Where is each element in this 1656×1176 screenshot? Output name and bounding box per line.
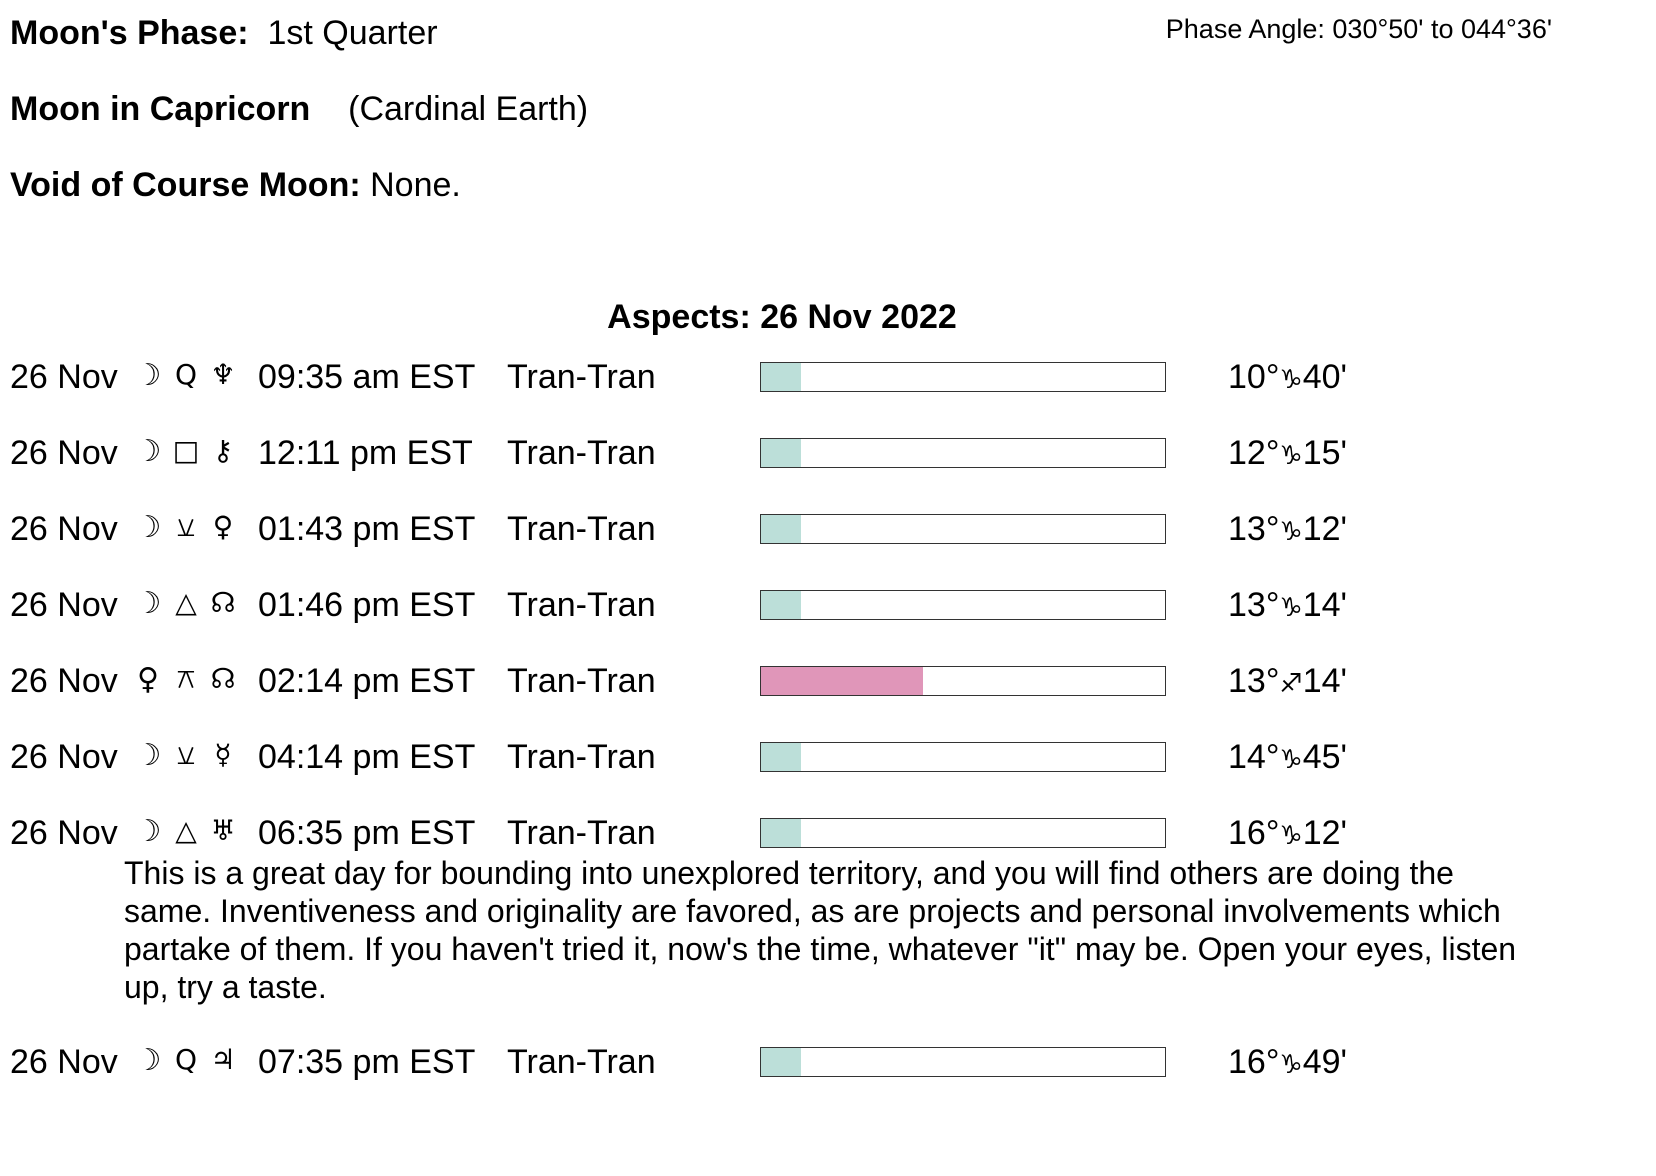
trine-icon: △ [175,814,197,847]
aspect-strength-bar [760,818,1166,848]
aspect-time: 12:11 pm EST [258,434,473,472]
phase-angle: Phase Angle: 030°50' to 044°36' [1165,14,1552,44]
aspect-strength-fill [761,667,923,695]
aspect-position [1228,1043,1347,1082]
north-node-icon: ☊ [210,586,236,619]
mercury-icon: ☿ [214,738,232,771]
aspect-row [0,358,1656,398]
void-of-course-value: None. [370,166,461,204]
aspect-time: 06:35 pm EST [258,814,476,852]
aspect-position [1228,434,1347,473]
capricorn-icon: ♑ [1279,517,1303,547]
moon-icon: ☽ [134,1043,162,1078]
moon-sign-line [10,90,588,129]
aspect-strength-fill [761,743,801,771]
aspect-strength-fill [761,363,801,391]
capricorn-icon: ♑ [1279,1050,1303,1080]
position-minutes: 14' [1302,586,1348,624]
north-node-icon: ☊ [210,662,236,695]
square-icon: □ [172,434,200,467]
chiron-icon: ⚷ [212,434,234,467]
jupiter-icon: ♃ [210,1043,236,1076]
aspect-strength-bar [760,742,1166,772]
aspect-strength-bar [760,438,1166,468]
venus-icon: ♀ [137,662,159,697]
position-degrees: 10° [1228,358,1280,396]
aspect-time: 02:14 pm EST [258,662,476,700]
aspect-time: 01:43 pm EST [258,510,476,548]
moon-icon: ☽ [134,814,162,849]
moon-phase-value: 1st Quarter [267,14,438,52]
position-degrees: 13° [1228,586,1280,624]
aspect-date: 26 Nov [10,1043,118,1081]
aspect-date: 26 Nov [10,510,118,548]
aspect-type: Tran-Tran [507,434,656,472]
position-minutes: 40' [1302,358,1348,396]
void-of-course-label: Void of Course Moon: [10,166,361,204]
moon-phase-line [10,14,438,53]
aspect-strength-bar [760,362,1166,392]
semisextile-icon: ⚺ [176,738,196,771]
moon-sign-label: Moon in Capricorn [10,90,311,128]
aspect-date: 26 Nov [10,662,118,700]
aspect-position [1228,358,1347,397]
capricorn-icon: ♑ [1279,745,1303,775]
moon-icon: ☽ [134,358,162,393]
position-minutes: 14' [1302,662,1348,700]
aspect-type: Tran-Tran [507,510,656,548]
position-minutes: 49' [1302,1043,1348,1081]
capricorn-icon: ♑ [1279,365,1303,395]
position-degrees: 16° [1228,1043,1280,1081]
aspect-row [0,434,1656,474]
moon-icon: ☽ [134,510,162,545]
aspect-type: Tran-Tran [507,586,656,624]
position-degrees: 13° [1228,510,1280,548]
aspect-position [1228,662,1347,701]
venus-icon: ♀ [212,510,234,543]
aspect-date: 26 Nov [10,738,118,776]
position-minutes: 15' [1302,434,1348,472]
aspect-strength-fill [761,439,801,467]
aspect-interpretation: This is a great day for bounding into unexplored territory, and you will find others are doing the same. Inventiveness and originality are favored, as are projects and personal involvements which partake of them. If you haven't tried it, now's the time, whatever "it" may be. Open your eyes, listen up, try a taste. [124,855,1517,1005]
position-minutes: 12' [1302,510,1348,548]
aspect-strength-bar [760,590,1166,620]
quincunx-icon: ⚻ [176,662,196,695]
aspect-row [0,510,1656,550]
position-degrees: 16° [1228,814,1280,852]
aspect-date: 26 Nov [10,586,118,624]
aspect-strength-bar [760,514,1166,544]
aspect-type: Tran-Tran [507,814,656,852]
aspect-type: Tran-Tran [507,738,656,776]
aspects-heading: Aspects: 26 Nov 2022 [607,298,957,336]
aspect-strength-fill [761,515,801,543]
moon-icon: ☽ [134,586,162,621]
aspect-position [1228,814,1347,853]
aspect-row [0,1043,1656,1083]
sagittarius-icon: ♐ [1279,669,1303,699]
position-minutes: 12' [1302,814,1348,852]
moon-sign-detail: (Cardinal Earth) [348,90,589,128]
trine-icon: △ [175,586,197,619]
capricorn-icon: ♑ [1279,821,1303,851]
aspect-row [0,662,1656,702]
aspect-row [0,814,1656,854]
aspect-date: 26 Nov [10,434,118,472]
aspect-strength-fill [761,819,801,847]
aspect-time: 09:35 am EST [258,358,476,396]
aspect-strength-bar [760,1047,1166,1077]
capricorn-icon: ♑ [1279,593,1303,623]
aspect-strength-fill [761,591,801,619]
aspect-position [1228,510,1347,549]
aspect-time: 07:35 pm EST [258,1043,476,1081]
aspect-row [0,738,1656,778]
aspect-row [0,586,1656,626]
aspect-type: Tran-Tran [507,662,656,700]
aspect-strength-bar [760,666,1166,696]
aspect-type: Tran-Tran [507,358,656,396]
position-degrees: 12° [1228,434,1280,472]
neptune-icon: ♆ [210,358,236,391]
aspect-position [1228,586,1347,625]
aspect-date: 26 Nov [10,814,118,852]
aspect-strength-fill [761,1048,801,1076]
quintile-icon: Q [174,358,198,391]
void-of-course-line [10,166,461,205]
aspect-time: 01:46 pm EST [258,586,476,624]
aspect-date: 26 Nov [10,358,118,396]
moon-phase-label: Moon's Phase: [10,14,249,52]
quintile-icon: Q [174,1043,198,1076]
moon-icon: ☽ [134,434,162,469]
position-minutes: 45' [1302,738,1348,776]
aspect-time: 04:14 pm EST [258,738,476,776]
position-degrees: 14° [1228,738,1280,776]
capricorn-icon: ♑ [1279,441,1303,471]
position-degrees: 13° [1228,662,1280,700]
moon-icon: ☽ [134,738,162,773]
uranus-icon: ♅ [210,814,236,847]
aspect-position [1228,738,1347,777]
aspect-type: Tran-Tran [507,1043,656,1081]
semisextile-icon: ⚺ [176,510,196,543]
